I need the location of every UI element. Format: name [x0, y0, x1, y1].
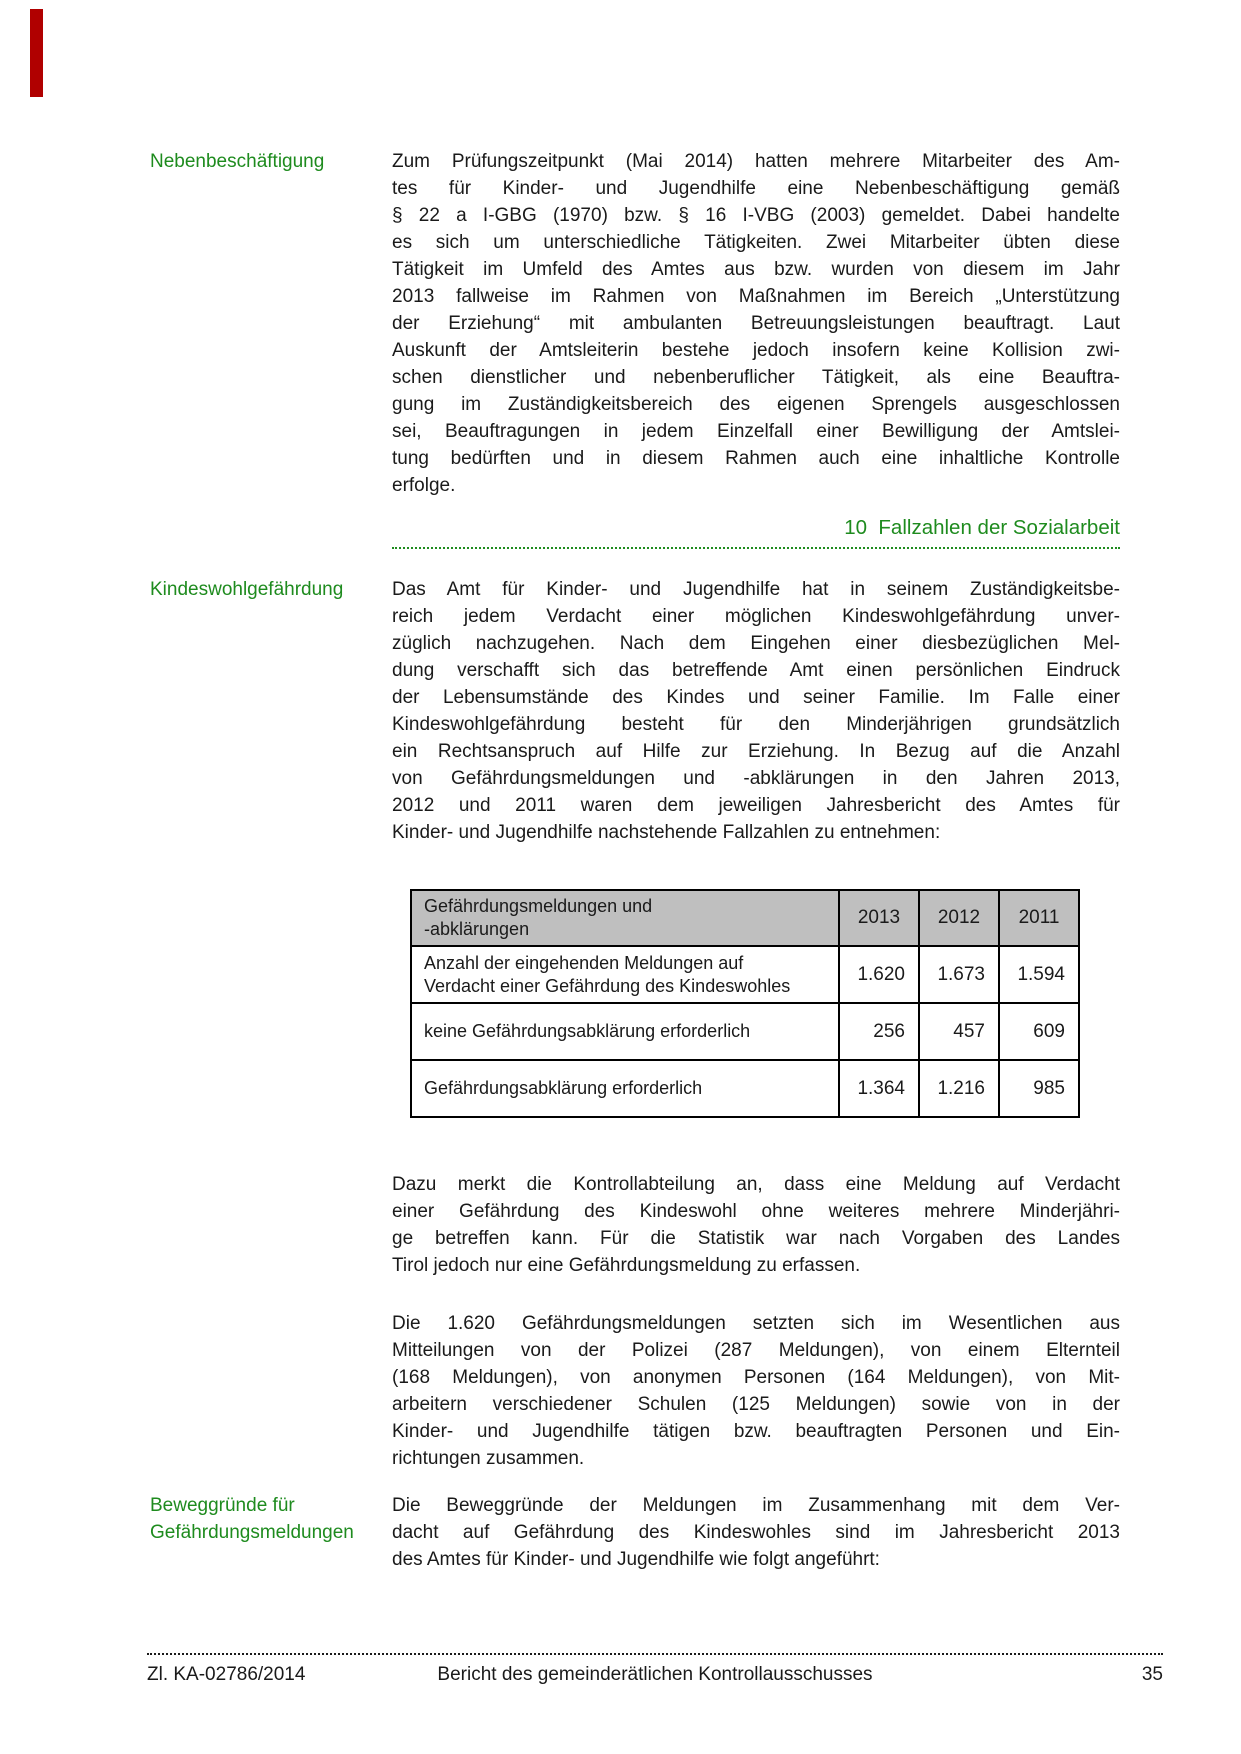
table-header-year-2011: 2011	[999, 890, 1079, 946]
table-cell-value: 256	[839, 1003, 919, 1060]
table-header-label: Gefährdungsmeldungen und -abklärungen	[411, 890, 839, 946]
table-row	[411, 1003, 1079, 1060]
paragraph-meldungen-zusammensetzung: Die 1.620 Gefährdungsmeldungen setzten sich im Wesentlichen aus Mitteilungen von der Polizei (287 Meldungen), von einem Elternteil (168 Meldungen), von anonymen Personen (164 Meldungen), von Mit- arbeitern verschiedener Schulen (125 Meldungen) sowie von in der Kinder- und Jugendhilfe tätigen bzw. beauftragten Personen und Ein- richtungen zusammen.	[392, 1313, 1120, 1469]
table-cell-value: 985	[999, 1060, 1079, 1117]
table-header-year-2012: 2012	[919, 890, 999, 946]
table-header-year-2013: 2013	[839, 890, 919, 946]
margin-label-beweggruende: Beweggründe für Gefährdungsmeldungen	[150, 1495, 354, 1543]
table-cell-value: 457	[919, 1003, 999, 1060]
table-cell-value: 609	[999, 1003, 1079, 1060]
red-annotation-mark	[30, 9, 43, 97]
table-row-label: Gefährdungsabklärung erforderlich	[411, 1060, 839, 1117]
section-heading-fallzahlen: 10 Fallzahlen der Sozialarbeit	[392, 514, 1120, 549]
footer-dotted-rule	[147, 1653, 1163, 1655]
footer-reference-number: Zl. KA-02786/2014	[147, 1664, 306, 1685]
paragraph-dazu-merkt: Dazu merkt die Kontrollabteilung an, dass eine Meldung auf Verdacht einer Gefährdung des Kindeswohl ohne weiteres mehrere Minderjähri- ge betreffen kann. Für die Statistik war nach Vorgaben des Landes Tirol jedoch nur eine Gefährdungsmeldung zu erfassen.	[392, 1174, 1120, 1276]
table-cell-value: 1.673	[919, 946, 999, 1003]
footer-report-title: Bericht des gemeinderätlichen Kontrollausschusses	[437, 1664, 873, 1685]
table-header-row	[411, 890, 1079, 946]
table-cell-value: 1.620	[839, 946, 919, 1003]
paragraph-nebenbeschaeftigung: Zum Prüfungszeitpunkt (Mai 2014) hatten mehrere Mitarbeiter des Am- tes für Kinder- und Jugendhilfe eine Nebenbeschäftigung gemäß § 22 a I-GBG (1970) bzw. § 16 I-VBG (2003) gemeldet. Dabei handelte es sich um unterschiedliche Tätigkeiten. Zwei Mitarbeiter übten diese Tätigkeit im Umfeld des Amtes aus bzw. wurden von diesem im Jahr 2013 fallweise im Rahmen von Maßnahmen im Bereich „Unterstützung der Erziehung“ mit ambulanten Betreuungsleistungen beauftragt. Laut Auskunft der Amtsleiterin bestehe jedoch insofern keine Kollision zwi- schen dienstlicher und nebenberuflicher Tätigkeit, als eine Beauftra- gung im Zuständigkeitsbereich des eigenen Sprengels ausgeschlossen sei, Beauftragungen in jedem Einzelfall einer Bewilligung der Amtslei- tung bedürften und in diesem Rahmen auch eine inhaltliche Kontrolle erfolge.	[392, 151, 1120, 496]
margin-label-kindeswohlgefaehrdung: Kindeswohlgefährdung	[150, 579, 344, 600]
gefaehrdungsmeldungen-table	[410, 889, 1080, 1118]
table-row	[411, 946, 1079, 1003]
table-cell-value: 1.216	[919, 1060, 999, 1117]
table-cell-value: 1.594	[999, 946, 1079, 1003]
table-row-label: keine Gefährdungsabklärung erforderlich	[411, 1003, 839, 1060]
margin-label-nebenbeschaeftigung: Nebenbeschäftigung	[150, 151, 325, 172]
paragraph-kindeswohlgefaehrdung: Das Amt für Kinder- und Jugendhilfe hat in seinem Zuständigkeitsbe- reich jedem Verdacht einer möglichen Kindeswohlgefährdung unver- züglich nachzugehen. Nach dem Eingehen einer diesbezüglichen Mel- dung verschafft sich das betreffende Amt einen persönlichen Eindruck der Lebensumstände des Kindes und seiner Familie. Im Falle einer Kindeswohlgefährdung besteht für den Minderjährigen grundsätzlich ein Rechtsanspruch auf Hilfe zur Erziehung. In Bezug auf die Anzahl von Gefährdungsmeldungen und -abklärungen in den Jahren 2013, 2012 und 2011 waren dem jeweiligen Jahresbericht des Amtes für Kinder- und Jugendhilfe nachstehende Fallzahlen zu entnehmen:	[392, 579, 1120, 843]
table-row-label: Anzahl der eingehenden Meldungen auf Verdacht einer Gefährdung des Kindeswohles	[411, 946, 839, 1003]
table-row	[411, 1060, 1079, 1117]
table-cell-value: 1.364	[839, 1060, 919, 1117]
paragraph-beweggruende: Die Beweggründe der Meldungen im Zusammenhang mit dem Ver- dacht auf Gefährdung des Kindeswohles sind im Jahresbericht 2013 des Amtes für Kinder- und Jugendhilfe wie folgt angeführt:	[392, 1495, 1120, 1570]
footer-page-number: 35	[1141, 1664, 1163, 1685]
